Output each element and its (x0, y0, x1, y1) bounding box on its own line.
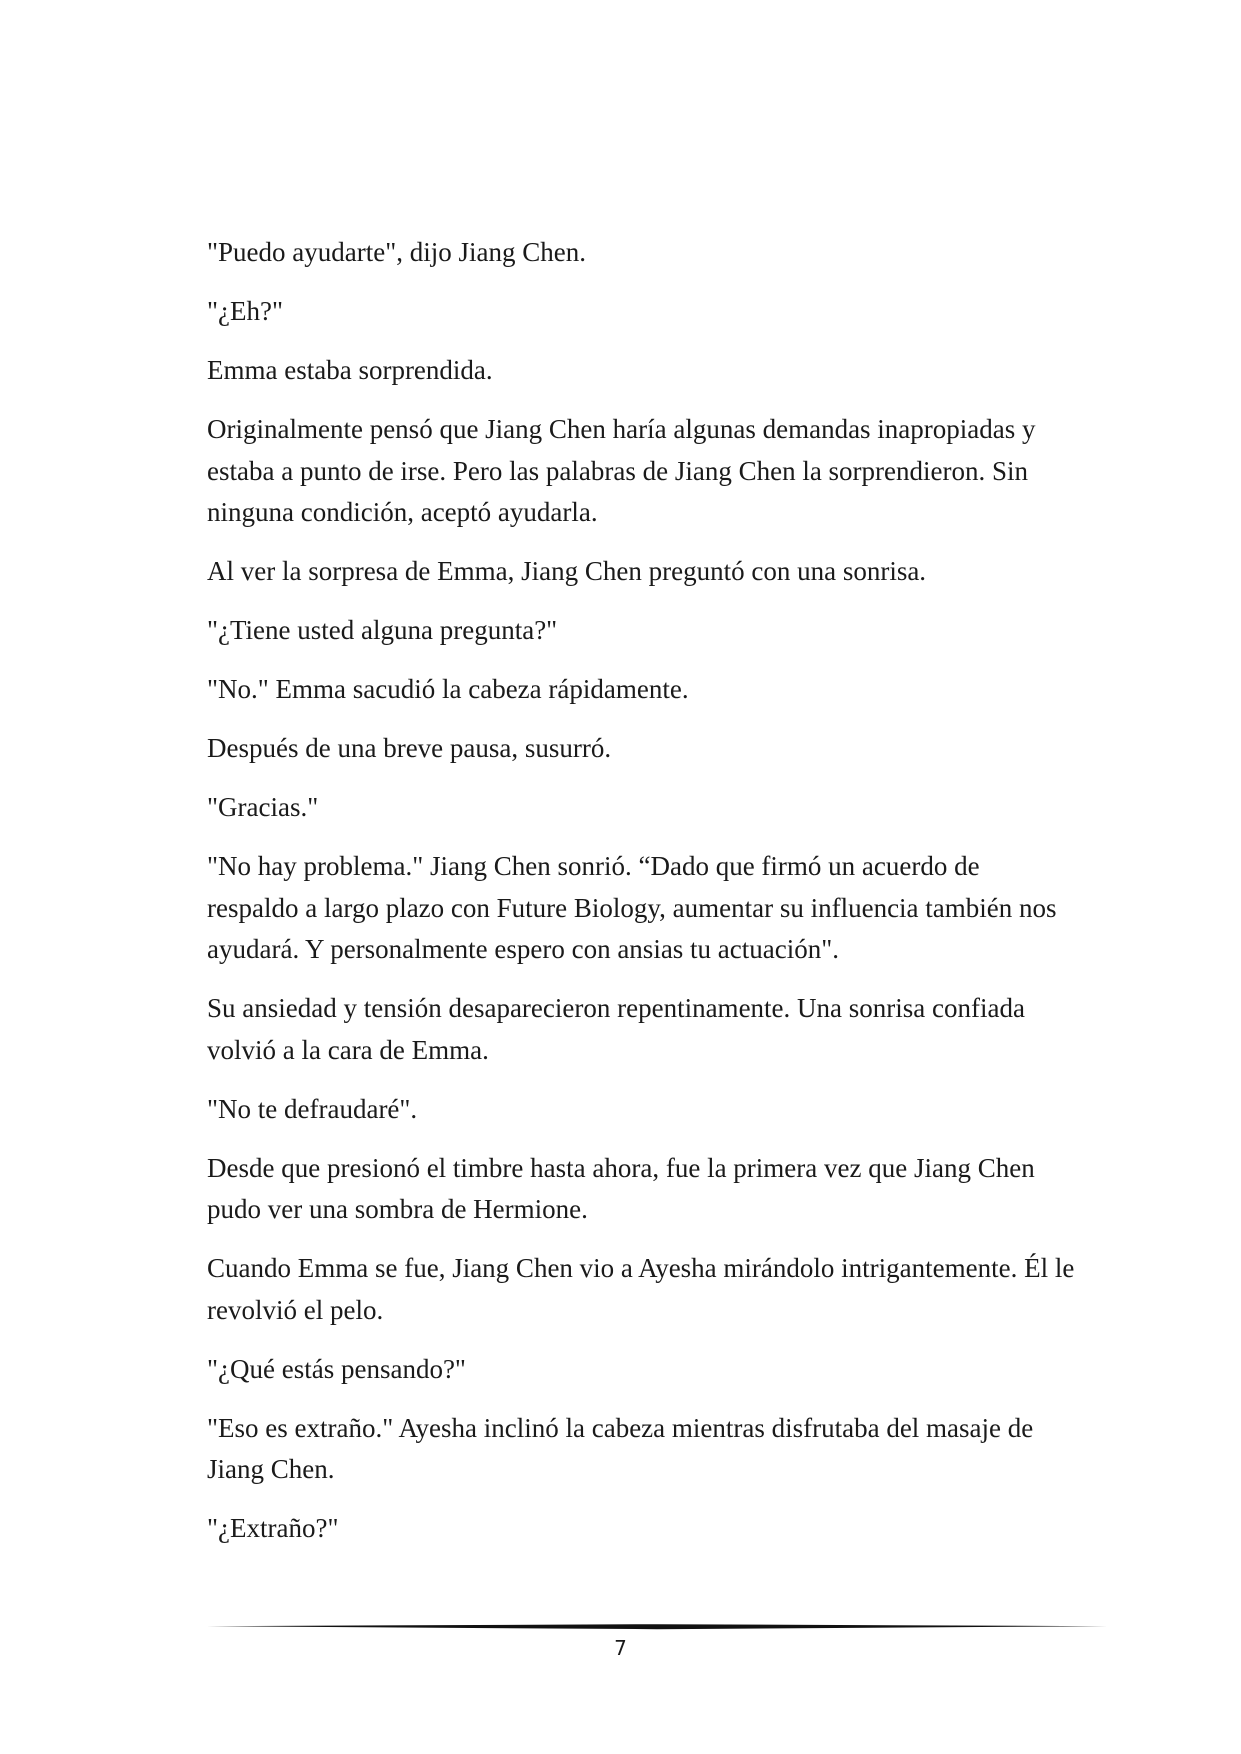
paragraph: Desde que presionó el timbre hasta ahora, fue la primera vez que Jiang Chen pudo ver una sombra de Hermione. (207, 1152, 1035, 1224)
paragraph: Originalmente pensó que Jiang Chen haría algunas demandas inapropiadas y estaba a punto de irse. Pero las palabras de Jiang Chen la sorprendieron. Sin ninguna condición, aceptó ayudarla. (207, 414, 1036, 527)
paragraph: Al ver la sorpresa de Emma, Jiang Chen preguntó con una sonrisa. (207, 556, 927, 586)
paragraph: "Puedo ayudarte", dijo Jiang Chen. (207, 237, 586, 267)
paragraph: "No hay problema." Jiang Chen sonrió. “Dado que firmó un acuerdo de respaldo a largo plazo con Future Biology, aumentar su influencia también nos ayudará. Y personalmente espero con ansias tu actuación". (207, 851, 1057, 964)
paragraph: "¿Eh?" (207, 296, 284, 326)
paragraph: Emma estaba sorprendida. (207, 355, 493, 385)
paragraph: "Gracias." (207, 792, 319, 822)
paragraph: Después de una breve pausa, susurró. (207, 733, 612, 763)
paragraph: "Eso es extraño." Ayesha inclinó la cabeza mientras disfrutaba del masaje de Jiang Chen. (207, 1412, 1034, 1484)
paragraph: "¿Qué estás pensando?" (207, 1353, 466, 1384)
body-text (207, 232, 1077, 1567)
paragraph: Cuando Emma se fue, Jiang Chen vio a Ayesha mirándolo intrigantemente. Él le revolvió el pelo. (207, 1253, 1075, 1325)
page-number: 7 (614, 1636, 627, 1660)
paragraph: "¿Extraño?" (207, 1513, 339, 1543)
paragraph: "No te defraudaré". (207, 1093, 418, 1124)
paragraph: "¿Tiene usted alguna pregunta?" (207, 615, 558, 645)
footer-divider (207, 1620, 1107, 1634)
paragraph: "No." Emma sacudió la cabeza rápidamente. (207, 674, 689, 704)
paragraph: Su ansiedad y tensión desaparecieron repentinamente. Una sonrisa confiada volvió a la cara de Emma. (207, 993, 1025, 1065)
